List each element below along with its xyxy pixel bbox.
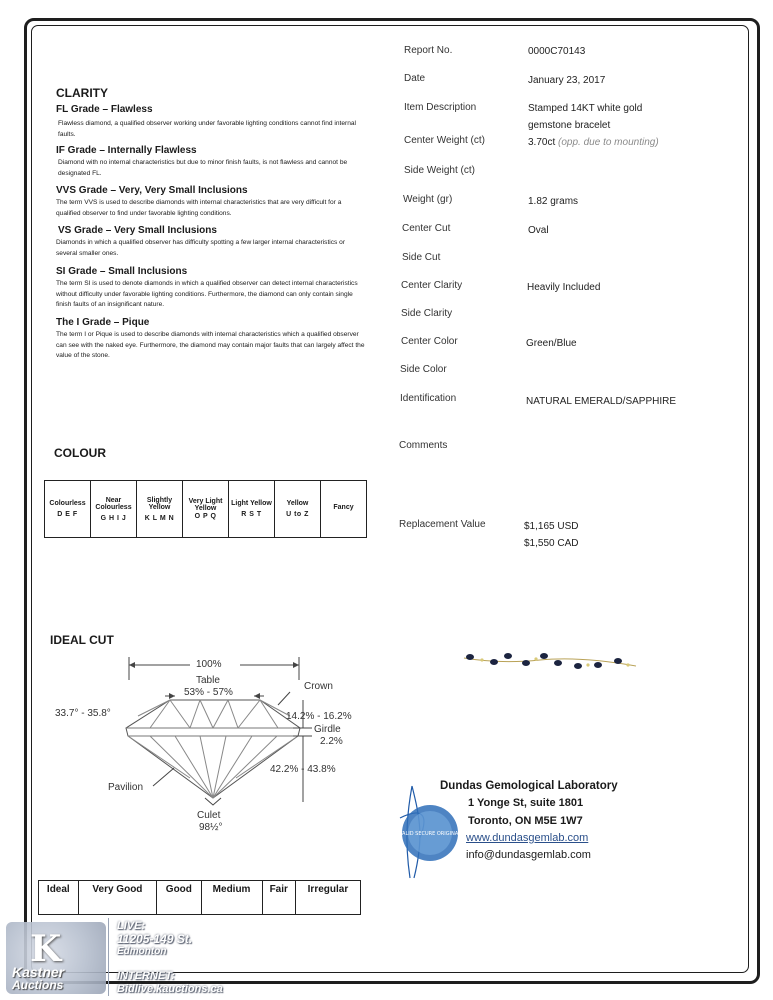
- cut-grade-cell: Good: [157, 881, 201, 915]
- table-label: Table: [196, 675, 220, 686]
- gemstone: [466, 654, 474, 660]
- center-clarity-label: Center Clarity: [401, 280, 463, 291]
- girdle-label: Girdle: [314, 724, 341, 735]
- clarity-description: Diamond with no internal characteristics but due to minor finish faults, is not flawless and cannot be designated FL.: [58, 159, 348, 177]
- clarity-description: The term SI is used to denote diamonds in which a qualified observer can detect internal characteristics without difficulty under favorable lighting conditions. Furthermore, the diamond can only contain single finish faults of an insignificant nature.: [56, 280, 358, 308]
- colour-cell-codes: O P Q: [194, 513, 217, 520]
- item-description-value-line2: gemstone bracelet: [528, 120, 611, 131]
- bracelet-photo: [460, 644, 640, 680]
- clarity-description: Flawless diamond, a qualified observer working under favorable lighting conditions cannot find internal faults.: [58, 120, 356, 138]
- center-color-value: Green/Blue: [526, 338, 577, 349]
- clarity-vs: [56, 225, 366, 259]
- gemstone: [554, 660, 562, 666]
- table-range-label: 53% - 57%: [184, 687, 233, 698]
- lab-website-link[interactable]: www.dundasgemlab.com: [466, 832, 589, 844]
- weight-gr-label: Weight (gr): [403, 194, 453, 205]
- comments-label: Comments: [399, 440, 448, 451]
- colour-cell: [45, 481, 91, 538]
- side-clarity-label: Side Clarity: [401, 308, 453, 319]
- watermark-internet-url[interactable]: Bidlive.kauctions.ca: [117, 983, 223, 995]
- crown-angle-label: 33.7° - 35.8°: [55, 708, 111, 719]
- watermark-live-address: 11205-149 St.: [117, 932, 193, 946]
- width-arrowhead-left: [129, 662, 135, 668]
- center-weight-value: [528, 137, 659, 148]
- clarity-fl: [56, 104, 371, 140]
- center-weight-note: (opp. due to mounting): [558, 137, 659, 148]
- identification-label: Identification: [400, 393, 457, 404]
- diamond-outline: [126, 700, 300, 798]
- bracelet-bead: [586, 663, 589, 666]
- logo-line2: Auctions: [12, 978, 64, 992]
- gemstone: [504, 653, 512, 659]
- clarity-title: CLARITY: [56, 86, 108, 100]
- side-cut-label: Side Cut: [402, 252, 441, 263]
- gemstone: [574, 663, 582, 669]
- colour-cell: [229, 481, 275, 538]
- logo-letter: K: [30, 928, 62, 970]
- table-arrowhead-right: [254, 693, 260, 699]
- colour-cell-codes: R S T: [241, 511, 262, 518]
- lab-signature-seal: [390, 778, 470, 888]
- colour-cell-name: Near Colourless: [95, 496, 132, 511]
- clarity-heading: VS Grade – Very Small Inclusions: [58, 225, 217, 236]
- crown-facets: [138, 700, 290, 728]
- clarity-heading: SI Grade – Small Inclusions: [56, 266, 188, 277]
- crown-leader: [278, 692, 290, 705]
- replacement-value-usd: $1,165 USD: [524, 521, 579, 532]
- pavilion-label: Pavilion: [108, 782, 144, 793]
- pavilion-depth-label: 42.2% - 43.8%: [270, 764, 336, 775]
- watermark-live-city: Edmonton: [117, 946, 167, 957]
- cut-grade-cell: Fair: [262, 881, 295, 915]
- clarity-heading: IF Grade – Internally Flawless: [56, 145, 197, 156]
- table-arrowhead-left: [169, 693, 175, 699]
- colour-cell-name: Colourless: [49, 500, 86, 507]
- colour-cell-name: Fancy: [333, 503, 354, 511]
- cut-grade-cell: Very Good: [78, 881, 157, 915]
- clarity-description: The term VVS is used to describe diamonds with internal characteristics that are very difficult for a qualified observer to find under favorable lighting conditions.: [56, 199, 342, 217]
- side-color-label: Side Color: [400, 364, 447, 375]
- clarity-vvs: [56, 185, 366, 219]
- crown-label: Crown: [304, 681, 333, 692]
- date-label: Date: [404, 73, 426, 84]
- girdle-value: 2.2%: [320, 736, 343, 747]
- colour-cell-codes: K L M N: [144, 514, 175, 522]
- colour-cell-name: Very Light Yellow: [188, 498, 223, 512]
- colour-cell-codes: D E F: [57, 511, 78, 518]
- colour-cell: [91, 481, 137, 538]
- crown-height-label: 14.2% - 16.2%: [286, 711, 352, 722]
- cut-grade-cell: Irregular: [295, 881, 360, 915]
- logo-line1: Kastner: [12, 964, 65, 980]
- colour-cell-name: Yellow: [286, 500, 309, 507]
- lab-name: Dundas Gemological Laboratory: [440, 780, 618, 792]
- replacement-value-cad: $1,550 CAD: [524, 538, 579, 549]
- bracelet-bead: [480, 658, 483, 661]
- center-cut-label: Center Cut: [402, 223, 451, 234]
- cut-grade-cell: Medium: [201, 881, 262, 915]
- clarity-heading: The I Grade – Pique: [56, 317, 150, 328]
- colour-cell-name: Slightly Yellow: [146, 496, 173, 511]
- date-value: January 23, 2017: [528, 75, 606, 86]
- bracelet-bead: [626, 663, 629, 666]
- clarity-heading: VVS Grade – Very, Very Small Inclusions: [56, 185, 248, 196]
- report-no-value: 0000C70143: [528, 46, 586, 57]
- gemstone: [614, 658, 622, 664]
- lab-address-line2: Toronto, ON M5E 1W7: [468, 815, 583, 827]
- weight-gr-value: 1.82 grams: [528, 196, 579, 207]
- side-weight-label: Side Weight (ct): [404, 165, 475, 176]
- center-weight-label: Center Weight (ct): [404, 135, 485, 146]
- gemstone: [594, 662, 602, 668]
- lab-info: [440, 780, 618, 792]
- gemstone: [522, 660, 530, 666]
- culet-value: 98½°: [199, 822, 223, 833]
- colour-cell: [137, 481, 183, 538]
- colour-cell: [321, 481, 367, 538]
- seal-text: VALID SECURE ORIGINAL: [398, 831, 462, 837]
- lab-address-line1: 1 Yonge St, suite 1801: [468, 797, 584, 809]
- gemstone: [490, 659, 498, 665]
- width-arrowhead-right: [293, 662, 299, 668]
- center-color-label: Center Color: [401, 336, 458, 347]
- watermark-divider: [108, 918, 109, 996]
- ideal-cut-title: IDEAL CUT: [50, 633, 114, 647]
- gemstone: [540, 653, 548, 659]
- report-no-label: Report No.: [404, 45, 453, 56]
- cut-grade-cell: Ideal: [39, 881, 79, 915]
- pavilion-leader: [153, 768, 174, 786]
- bracelet-bead: [534, 657, 537, 660]
- colour-cell: [183, 481, 229, 538]
- identification-value: NATURAL EMERALD/SAPPHIRE: [526, 396, 677, 407]
- center-cut-value: Oval: [528, 225, 549, 236]
- item-description-value: Stamped 14KT white gold: [528, 103, 643, 114]
- culet-label: Culet: [197, 810, 221, 821]
- clarity-si: [56, 266, 368, 311]
- culet-mark: [205, 798, 221, 805]
- clarity-heading: FL Grade – Flawless: [56, 104, 153, 115]
- colour-cell-codes: U to Z: [286, 511, 309, 518]
- replacement-value-label: Replacement Value: [399, 519, 486, 530]
- kastner-auctions-logo: [6, 922, 106, 994]
- colour-cell-name: Light Yellow: [231, 500, 272, 507]
- watermark-live-label: LIVE:: [117, 920, 146, 932]
- colour-cell: [275, 481, 321, 538]
- cut-grade-table: [38, 880, 361, 915]
- colour-scale-table: [44, 480, 367, 538]
- colour-cell-codes: G H I J: [100, 514, 127, 522]
- clarity-description: Diamonds in which a qualified observer has difficulty spotting a few larger internal characteristics or several smaller ones.: [56, 239, 346, 257]
- lab-email[interactable]: info@dundasgemlab.com: [466, 849, 591, 861]
- center-weight-amount: 3.70ct: [528, 137, 556, 148]
- clarity-if: [56, 145, 366, 179]
- bracelet-chain: [464, 658, 636, 666]
- colour-title: COLOUR: [54, 446, 106, 460]
- clarity-description: The term I or Pique is used to describe diamonds with internal characteristics which a qualified observer can see with the naked eye. Furthermore, the diamond may contain major faults that can largely affect the value of the stone.: [56, 331, 365, 359]
- clarity-i: [56, 317, 368, 362]
- width-percent-label: 100%: [196, 659, 222, 670]
- watermark-internet-label: INTERNET:: [117, 970, 175, 982]
- center-clarity-value: Heavily Included: [527, 282, 601, 293]
- item-description-label: Item Description: [404, 102, 477, 113]
